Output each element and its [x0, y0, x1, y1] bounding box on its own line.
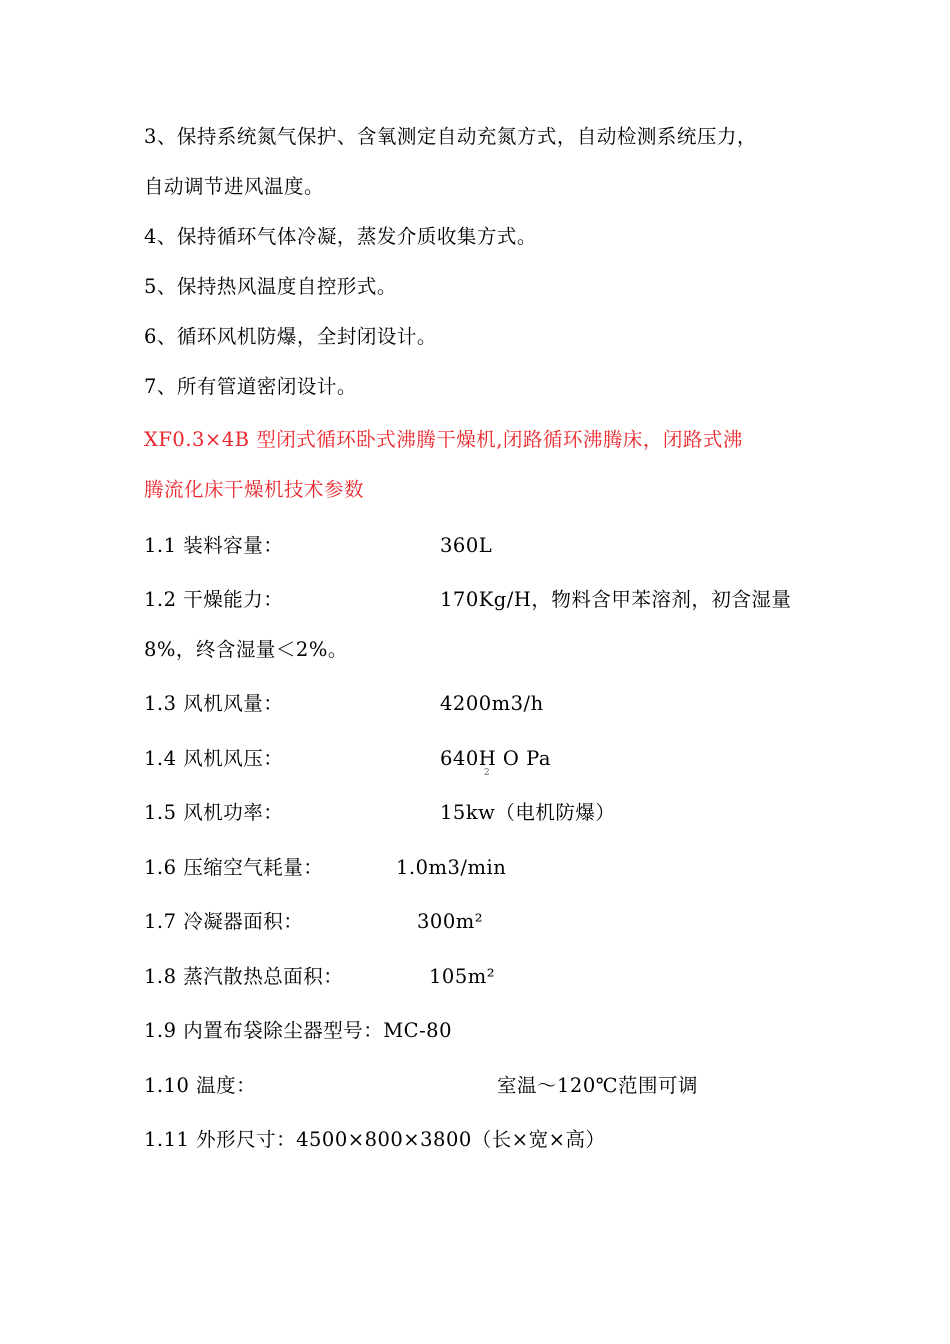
param-label-1-4: 1.4 风机风压：	[144, 747, 284, 770]
param-label-1-9: 1.9 内置布袋除尘器型号：MC-80	[144, 1019, 452, 1042]
param-value-1-6: 1.0m3/min	[396, 856, 507, 879]
param-label-1-3: 1.3 风机风量：	[144, 692, 284, 715]
param-value-1-7: 300m²	[417, 910, 484, 933]
param-value-1-1: 360L	[440, 534, 493, 557]
param-label-1-10: 1.10 温度：	[144, 1074, 257, 1097]
intro-line-4: 5、保持热风温度自控形式。	[144, 275, 397, 298]
intro-line-6: 7、所有管道密闭设计。	[144, 375, 357, 398]
param-value-1-4: 640H O Pa	[440, 747, 551, 770]
intro-line-3: 4、保持循环气体冷凝，蒸发介质收集方式。	[144, 225, 537, 248]
param-value-1-5: 15kw（电机防爆）	[440, 801, 616, 824]
section-heading-line-1: XF0.3×4B 型闭式循环卧式沸腾干燥机,闭路循环沸腾床，闭路式沸	[144, 428, 743, 451]
intro-line-1: 3、保持系统氮气保护、含氧测定自动充氮方式，自动检测系统压力，	[144, 125, 757, 148]
param-label-1-2: 1.2 干燥能力：	[144, 588, 284, 611]
param-label-1-11: 1.11 外形尺寸：4500×800×3800（长×宽×高）	[144, 1128, 606, 1151]
param-label-1-8: 1.8 蒸汽散热总面积：	[144, 965, 344, 988]
param-value-1-3: 4200m3/h	[440, 692, 544, 715]
param-label-1-6: 1.6 压缩空气耗量：	[144, 856, 324, 879]
intro-line-5: 6、循环风机防爆，全封闭设计。	[144, 325, 437, 348]
param-value-1-2: 170Kg/H，物料含甲苯溶剂，初含湿量	[440, 588, 792, 611]
param-value-1-10: 室温～120℃范围可调	[497, 1074, 699, 1097]
param-subscript-1-4: 2	[484, 768, 490, 778]
param-cont-1-2: 8%，终含湿量＜2%。	[144, 638, 348, 661]
param-label-1-7: 1.7 冷凝器面积：	[144, 910, 304, 933]
param-label-1-1: 1.1 装料容量：	[144, 534, 284, 557]
intro-line-2: 自动调节进风温度。	[144, 175, 325, 198]
param-label-1-5: 1.5 风机功率：	[144, 801, 284, 824]
param-value-1-8: 105m²	[429, 965, 496, 988]
section-heading-line-2: 腾流化床干燥机技术参数	[144, 478, 365, 501]
